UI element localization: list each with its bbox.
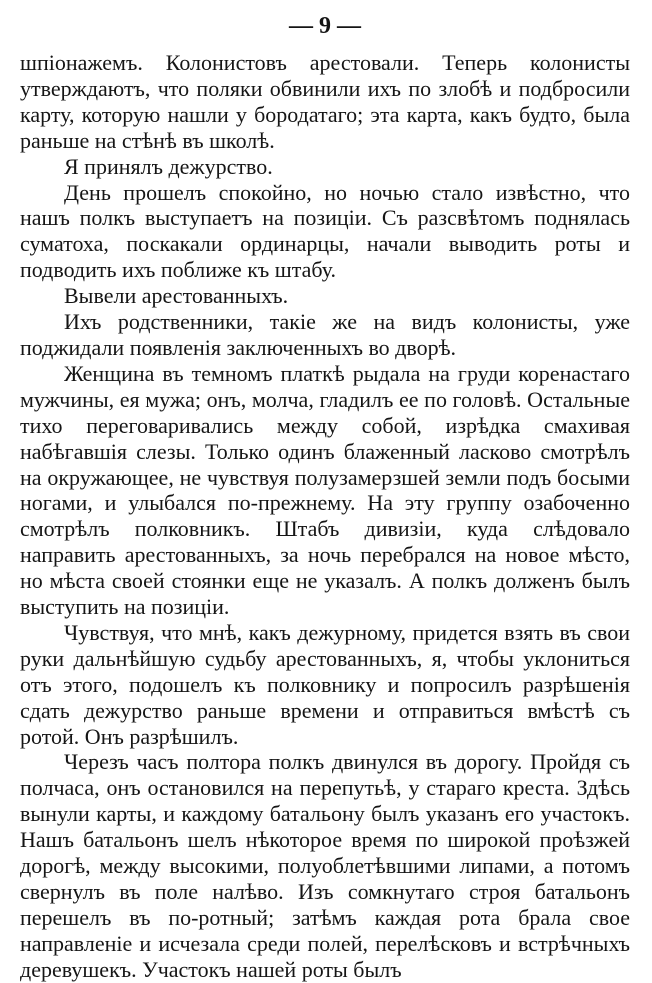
paragraph: Женщина въ темномъ платкѣ рыдала на груди коренастаго мужчины, ея мужа; онъ, молча, гладилъ ее по головѣ. Остальные тихо переговаривались между собой, изрѣдка смахивая набѣгавшія слезы. Только одинъ блаженный ласково смотрѣлъ на окружающее, не чувствуя полузамерзшей земли подъ босыми ногами, и улыбался по-прежнему. На эту группу озабоченно смотрѣлъ полковникъ. Штабъ дивизіи, куда слѣдовало направить арестованныхъ, за ночь перебрался на новое мѣсто, но мѣста своей стоянки еще не указалъ. А полкъ долженъ былъ выступить на позиціи. [20, 360, 630, 620]
paragraph: Ихъ родственники, такіе же на видъ колонисты, уже поджидали появленія заключенныхъ во дворѣ. [20, 309, 630, 360]
paragraph: Я принялъ дежурство. [64, 153, 273, 179]
paragraph: День прошелъ спокойно, но ночью стало извѣстно, что нашъ полкъ выступаетъ на позиціи. Съ разсвѣтомъ поднялась суматоха, поскакали ординарцы, начали выводить роты и подводить ихъ поближе къ штабу. [20, 179, 630, 283]
paragraph: Вывели арестованныхъ. [64, 283, 289, 309]
paragraph: Черезъ часъ полтора полкъ двинулся въ дорогу. Пройдя съ полчаса, онъ остановился на перепутьѣ, у стараго креста. Здѣсь вынули карты, и каждому батальону былъ указанъ его участокъ. Нашъ батальонъ шелъ нѣкоторое время по широкой проѣзжей дорогѣ, между высокими, полуоблетѣвшими липами, а потомъ свернулъ въ поле налѣво. Изъ сомкнутаго строя батальонъ перешелъ въ по-ротный; затѣмъ каждая рота брала свое направленіе и исчезала среди полей, перелѣсковъ и встрѣчныхъ деревушекъ. Участокъ нашей роты былъ [20, 749, 630, 982]
page-number: — 9 — [289, 13, 361, 39]
page-body-text [20, 50, 630, 983]
paragraph: шпіонажемъ. Колонистовъ арестовали. Теперь колонисты утверждаютъ, что поляки обвинили ихъ по злобѣ и подбросили карту, которую нашли у бородатаго; эта карта, какъ будто, была раньше на стѣнѣ въ школѣ. [20, 50, 630, 153]
paragraph: Чувствуя, что мнѣ, какъ дежурному, придется взять въ свои руки дальнѣйшую судьбу арестованныхъ, я, чтобы уклониться отъ этого, подошелъ къ полковнику и попросилъ разрѣшенія сдать дежурство раньше времени и отправиться вмѣстѣ съ ротой. Онъ разрѣшилъ. [20, 619, 630, 749]
